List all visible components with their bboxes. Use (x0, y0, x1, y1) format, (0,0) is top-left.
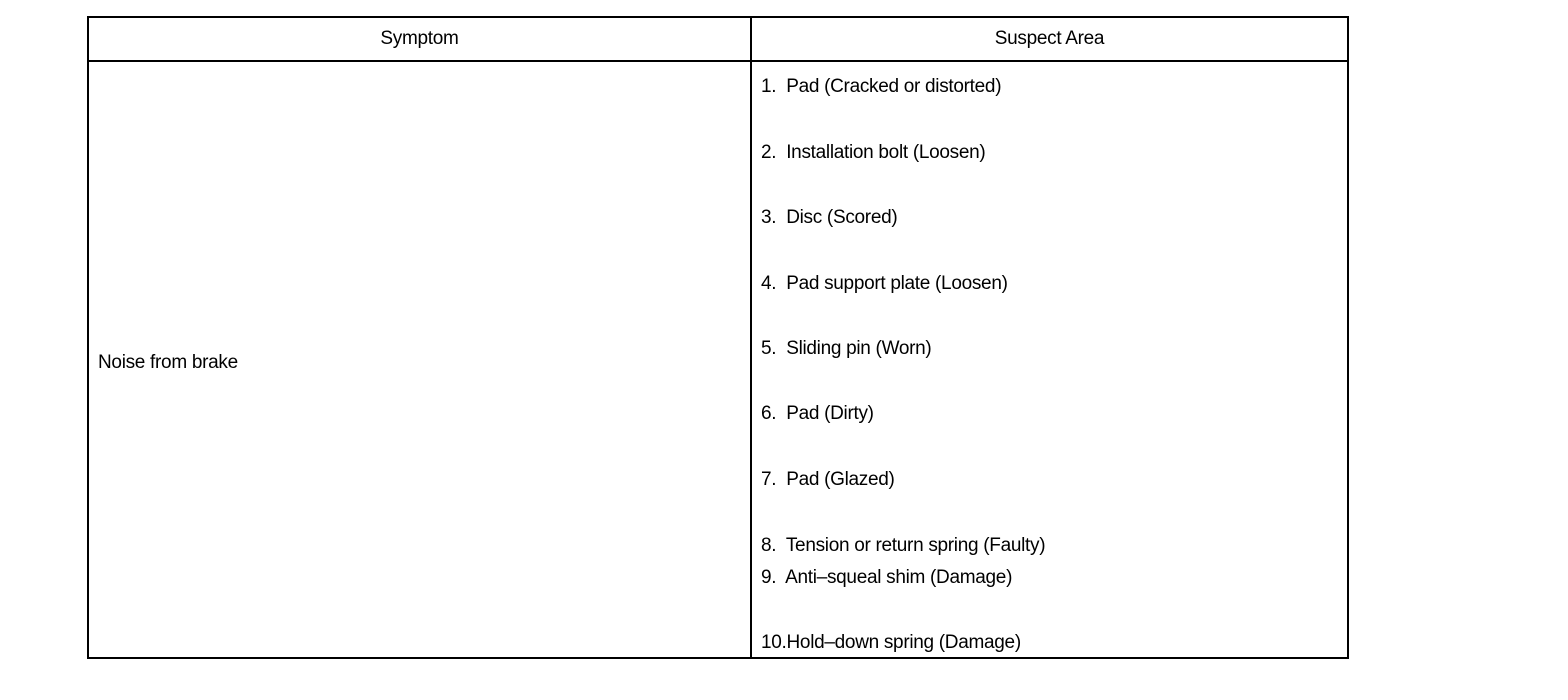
troubleshooting-table (87, 16, 1349, 659)
suspect-area-item: 2. Installation bolt (Loosen) (761, 142, 986, 163)
suspect-area-item: 1. Pad (Cracked or distorted) (761, 76, 1002, 97)
suspect-area-item: 6. Pad (Dirty) (761, 403, 874, 424)
header-divider (89, 60, 1347, 62)
header-symptom: Symptom (380, 28, 459, 49)
suspect-area-item: 9. Anti–squeal shim (Damage) (761, 567, 1013, 588)
suspect-area-item: 10.Hold–down spring (Damage) (761, 632, 1021, 653)
header-suspect-area: Suspect Area (994, 28, 1105, 49)
suspect-area-item: 8. Tension or return spring (Faulty) (761, 535, 1046, 556)
symptom-cell: Noise from brake (98, 352, 238, 373)
suspect-area-item: 5. Sliding pin (Worn) (761, 338, 932, 359)
suspect-area-item: 3. Disc (Scored) (761, 207, 898, 228)
suspect-area-item: 4. Pad support plate (Loosen) (761, 273, 1008, 294)
suspect-area-item: 7. Pad (Glazed) (761, 469, 895, 490)
column-divider (750, 18, 752, 657)
